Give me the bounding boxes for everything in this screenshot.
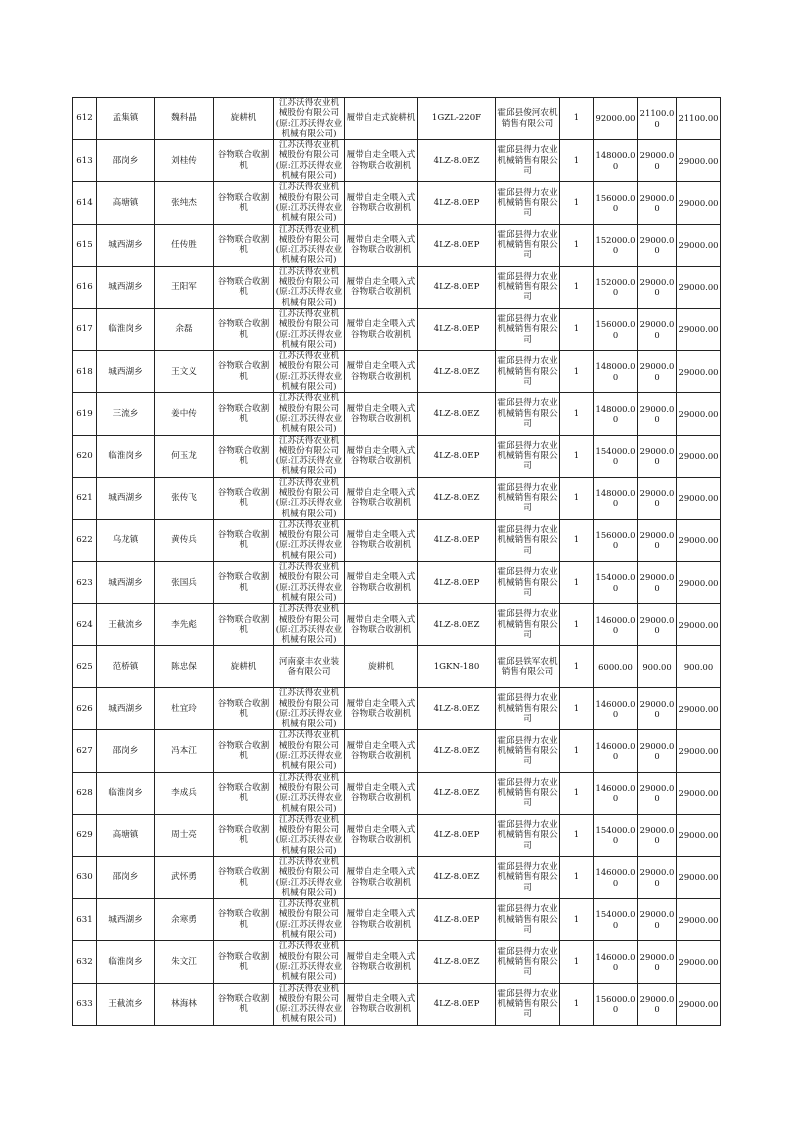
cell-manufacturer: 江苏沃得农业机械股份有限公司(原:江苏沃得农业机械有限公司) <box>274 730 345 772</box>
cell-unit-subsidy: 29000.00 <box>638 730 677 772</box>
cell-index: 615 <box>73 224 97 266</box>
cell-dealer: 霍邱县得力农业机械销售有限公司 <box>496 351 560 393</box>
cell-quantity: 1 <box>560 98 594 140</box>
cell-model: 4LZ-8.0EP <box>418 562 496 604</box>
cell-total-subsidy: 29000.00 <box>677 772 721 814</box>
cell-model: 4LZ-8.0EP <box>418 224 496 266</box>
cell-buyer-name: 何玉龙 <box>155 435 214 477</box>
cell-dealer: 霍邱县得力农业机械销售有限公司 <box>496 182 560 224</box>
table-row <box>73 856 721 898</box>
cell-dealer: 霍邱县得力农业机械销售有限公司 <box>496 604 560 646</box>
cell-quantity: 1 <box>560 140 594 182</box>
cell-sale-price: 146000.00 <box>594 941 638 983</box>
table-row <box>73 435 721 477</box>
cell-model: 4LZ-8.0EP <box>418 182 496 224</box>
cell-quantity: 1 <box>560 772 594 814</box>
cell-machine-category: 谷物联合收割机 <box>214 519 274 561</box>
cell-quantity: 1 <box>560 604 594 646</box>
cell-quantity: 1 <box>560 730 594 772</box>
cell-model: 4LZ-8.0EP <box>418 266 496 308</box>
cell-unit-subsidy: 29000.00 <box>638 266 677 308</box>
cell-buyer-name: 张传飞 <box>155 477 214 519</box>
table-row <box>73 140 721 182</box>
cell-manufacturer: 江苏沃得农业机械股份有限公司(原:江苏沃得农业机械有限公司) <box>274 941 345 983</box>
cell-unit-subsidy: 29000.00 <box>638 941 677 983</box>
table-row <box>73 308 721 350</box>
cell-buyer-name: 刘桂传 <box>155 140 214 182</box>
cell-dealer: 霍邱县俊河农机销售有限公司 <box>496 98 560 140</box>
cell-product-name: 履带自走式旋耕机 <box>345 98 418 140</box>
cell-dealer: 霍邱县得力农业机械销售有限公司 <box>496 856 560 898</box>
cell-machine-category: 谷物联合收割机 <box>214 308 274 350</box>
table-row <box>73 814 721 856</box>
cell-manufacturer: 江苏沃得农业机械股份有限公司(原:江苏沃得农业机械有限公司) <box>274 98 345 140</box>
cell-town: 临淮岗乡 <box>97 772 155 814</box>
cell-dealer: 霍邱县得力农业机械销售有限公司 <box>496 266 560 308</box>
cell-total-subsidy: 29000.00 <box>677 688 721 730</box>
cell-manufacturer: 江苏沃得农业机械股份有限公司(原:江苏沃得农业机械有限公司) <box>274 140 345 182</box>
cell-product-name: 履带自走全喂入式谷物联合收割机 <box>345 308 418 350</box>
cell-machine-category: 谷物联合收割机 <box>214 266 274 308</box>
cell-buyer-name: 李先彪 <box>155 604 214 646</box>
cell-buyer-name: 武怀勇 <box>155 856 214 898</box>
table-body <box>73 98 721 1026</box>
cell-quantity: 1 <box>560 688 594 730</box>
cell-index: 618 <box>73 351 97 393</box>
cell-manufacturer: 江苏沃得农业机械股份有限公司(原:江苏沃得农业机械有限公司) <box>274 983 345 1025</box>
cell-dealer: 霍邱县得力农业机械销售有限公司 <box>496 941 560 983</box>
cell-index: 631 <box>73 899 97 941</box>
cell-model: 4LZ-8.0EP <box>418 435 496 477</box>
cell-total-subsidy: 29000.00 <box>677 856 721 898</box>
cell-unit-subsidy: 29000.00 <box>638 308 677 350</box>
cell-product-name: 履带自走全喂入式谷物联合收割机 <box>345 899 418 941</box>
cell-machine-category: 谷物联合收割机 <box>214 983 274 1025</box>
cell-sale-price: 154000.00 <box>594 814 638 856</box>
cell-sale-price: 146000.00 <box>594 856 638 898</box>
cell-index: 627 <box>73 730 97 772</box>
cell-unit-subsidy: 29000.00 <box>638 814 677 856</box>
cell-total-subsidy: 29000.00 <box>677 182 721 224</box>
table-row <box>73 899 721 941</box>
cell-model: 4LZ-8.0EP <box>418 899 496 941</box>
cell-machine-category: 谷物联合收割机 <box>214 856 274 898</box>
cell-index: 625 <box>73 646 97 688</box>
cell-sale-price: 152000.00 <box>594 266 638 308</box>
cell-unit-subsidy: 29000.00 <box>638 393 677 435</box>
cell-buyer-name: 余磊 <box>155 308 214 350</box>
cell-buyer-name: 姜中传 <box>155 393 214 435</box>
cell-unit-subsidy: 29000.00 <box>638 140 677 182</box>
cell-town: 临淮岗乡 <box>97 941 155 983</box>
cell-total-subsidy: 29000.00 <box>677 477 721 519</box>
cell-town: 临淮岗乡 <box>97 308 155 350</box>
table-row <box>73 983 721 1025</box>
cell-sale-price: 156000.00 <box>594 983 638 1025</box>
cell-sale-price: 146000.00 <box>594 688 638 730</box>
cell-sale-price: 148000.00 <box>594 351 638 393</box>
cell-total-subsidy: 29000.00 <box>677 814 721 856</box>
cell-sale-price: 156000.00 <box>594 182 638 224</box>
cell-index: 617 <box>73 308 97 350</box>
cell-index: 632 <box>73 941 97 983</box>
cell-town: 城西湖乡 <box>97 477 155 519</box>
cell-manufacturer: 江苏沃得农业机械股份有限公司(原:江苏沃得农业机械有限公司) <box>274 435 345 477</box>
cell-dealer: 霍邱县得力农业机械销售有限公司 <box>496 730 560 772</box>
cell-quantity: 1 <box>560 519 594 561</box>
cell-product-name: 履带自走全喂入式谷物联合收割机 <box>345 688 418 730</box>
cell-sale-price: 148000.00 <box>594 140 638 182</box>
cell-manufacturer: 江苏沃得农业机械股份有限公司(原:江苏沃得农业机械有限公司) <box>274 604 345 646</box>
cell-machine-category: 谷物联合收割机 <box>214 772 274 814</box>
cell-model: 4LZ-8.0EZ <box>418 730 496 772</box>
cell-sale-price: 154000.00 <box>594 435 638 477</box>
cell-machine-category: 谷物联合收割机 <box>214 688 274 730</box>
cell-product-name: 履带自走全喂入式谷物联合收割机 <box>345 604 418 646</box>
cell-sale-price: 146000.00 <box>594 604 638 646</box>
cell-buyer-name: 李成兵 <box>155 772 214 814</box>
cell-total-subsidy: 29000.00 <box>677 224 721 266</box>
cell-manufacturer: 江苏沃得农业机械股份有限公司(原:江苏沃得农业机械有限公司) <box>274 772 345 814</box>
cell-dealer: 霍邱县得力农业机械销售有限公司 <box>496 814 560 856</box>
cell-sale-price: 6000.00 <box>594 646 638 688</box>
cell-quantity: 1 <box>560 941 594 983</box>
cell-manufacturer: 江苏沃得农业机械股份有限公司(原:江苏沃得农业机械有限公司) <box>274 814 345 856</box>
cell-buyer-name: 余寒勇 <box>155 899 214 941</box>
cell-sale-price: 146000.00 <box>594 772 638 814</box>
cell-index: 620 <box>73 435 97 477</box>
cell-dealer: 霍邱县得力农业机械销售有限公司 <box>496 224 560 266</box>
cell-dealer: 霍邱县得力农业机械销售有限公司 <box>496 477 560 519</box>
cell-manufacturer: 江苏沃得农业机械股份有限公司(原:江苏沃得农业机械有限公司) <box>274 393 345 435</box>
cell-product-name: 履带自走全喂入式谷物联合收割机 <box>345 140 418 182</box>
cell-machine-category: 谷物联合收割机 <box>214 814 274 856</box>
cell-buyer-name: 周士亮 <box>155 814 214 856</box>
cell-town: 三流乡 <box>97 393 155 435</box>
cell-buyer-name: 陈忠保 <box>155 646 214 688</box>
cell-manufacturer: 江苏沃得农业机械股份有限公司(原:江苏沃得农业机械有限公司) <box>274 266 345 308</box>
cell-model: 4LZ-8.0EZ <box>418 772 496 814</box>
cell-index: 616 <box>73 266 97 308</box>
cell-sale-price: 146000.00 <box>594 730 638 772</box>
cell-machine-category: 谷物联合收割机 <box>214 477 274 519</box>
cell-index: 630 <box>73 856 97 898</box>
cell-town: 城西湖乡 <box>97 351 155 393</box>
cell-town: 邵岗乡 <box>97 140 155 182</box>
table-row <box>73 519 721 561</box>
cell-total-subsidy: 21100.00 <box>677 98 721 140</box>
cell-quantity: 1 <box>560 266 594 308</box>
cell-unit-subsidy: 29000.00 <box>638 899 677 941</box>
cell-buyer-name: 魏科晶 <box>155 98 214 140</box>
cell-unit-subsidy: 29000.00 <box>638 856 677 898</box>
table-row <box>73 772 721 814</box>
cell-buyer-name: 王文义 <box>155 351 214 393</box>
cell-town: 邵岗乡 <box>97 856 155 898</box>
cell-machine-category: 谷物联合收割机 <box>214 604 274 646</box>
cell-sale-price: 92000.00 <box>594 98 638 140</box>
cell-unit-subsidy: 29000.00 <box>638 688 677 730</box>
cell-product-name: 履带自走全喂入式谷物联合收割机 <box>345 941 418 983</box>
cell-model: 4LZ-8.0EZ <box>418 393 496 435</box>
table-row <box>73 562 721 604</box>
cell-product-name: 履带自走全喂入式谷物联合收割机 <box>345 351 418 393</box>
cell-quantity: 1 <box>560 562 594 604</box>
cell-dealer: 霍邱县得力农业机械销售有限公司 <box>496 983 560 1025</box>
cell-sale-price: 154000.00 <box>594 899 638 941</box>
cell-buyer-name: 朱文江 <box>155 941 214 983</box>
cell-dealer: 霍邱县铁军农机销售有限公司 <box>496 646 560 688</box>
cell-model: 4LZ-8.0EP <box>418 983 496 1025</box>
cell-total-subsidy: 29000.00 <box>677 730 721 772</box>
cell-buyer-name: 黄传兵 <box>155 519 214 561</box>
cell-total-subsidy: 29000.00 <box>677 983 721 1025</box>
cell-manufacturer: 江苏沃得农业机械股份有限公司(原:江苏沃得农业机械有限公司) <box>274 562 345 604</box>
cell-unit-subsidy: 29000.00 <box>638 562 677 604</box>
cell-model: 4LZ-8.0EZ <box>418 140 496 182</box>
cell-machine-category: 谷物联合收割机 <box>214 224 274 266</box>
cell-manufacturer: 江苏沃得农业机械股份有限公司(原:江苏沃得农业机械有限公司) <box>274 351 345 393</box>
cell-total-subsidy: 29000.00 <box>677 266 721 308</box>
cell-buyer-name: 任传胜 <box>155 224 214 266</box>
cell-town: 乌龙镇 <box>97 519 155 561</box>
table-row <box>73 266 721 308</box>
cell-total-subsidy: 900.00 <box>677 646 721 688</box>
cell-quantity: 1 <box>560 224 594 266</box>
table-row <box>73 646 721 688</box>
cell-product-name: 履带自走全喂入式谷物联合收割机 <box>345 477 418 519</box>
table-row <box>73 730 721 772</box>
cell-index: 626 <box>73 688 97 730</box>
cell-sale-price: 156000.00 <box>594 308 638 350</box>
cell-machine-category: 谷物联合收割机 <box>214 899 274 941</box>
cell-town: 城西湖乡 <box>97 899 155 941</box>
cell-product-name: 旋耕机 <box>345 646 418 688</box>
table-row <box>73 182 721 224</box>
cell-manufacturer: 江苏沃得农业机械股份有限公司(原:江苏沃得农业机械有限公司) <box>274 308 345 350</box>
cell-unit-subsidy: 29000.00 <box>638 182 677 224</box>
cell-sale-price: 152000.00 <box>594 224 638 266</box>
cell-total-subsidy: 29000.00 <box>677 519 721 561</box>
cell-dealer: 霍邱县得力农业机械销售有限公司 <box>496 393 560 435</box>
cell-town: 孟集镇 <box>97 98 155 140</box>
cell-unit-subsidy: 29000.00 <box>638 224 677 266</box>
cell-total-subsidy: 29000.00 <box>677 393 721 435</box>
cell-dealer: 霍邱县得力农业机械销售有限公司 <box>496 140 560 182</box>
cell-quantity: 1 <box>560 182 594 224</box>
cell-model: 4LZ-8.0EP <box>418 519 496 561</box>
cell-quantity: 1 <box>560 899 594 941</box>
cell-unit-subsidy: 21100.00 <box>638 98 677 140</box>
cell-product-name: 履带自走全喂入式谷物联合收割机 <box>345 772 418 814</box>
cell-index: 614 <box>73 182 97 224</box>
cell-sale-price: 156000.00 <box>594 519 638 561</box>
cell-index: 624 <box>73 604 97 646</box>
cell-machine-category: 谷物联合收割机 <box>214 435 274 477</box>
cell-unit-subsidy: 29000.00 <box>638 477 677 519</box>
cell-model: 4LZ-8.0EZ <box>418 604 496 646</box>
table-row <box>73 688 721 730</box>
cell-buyer-name: 冯本江 <box>155 730 214 772</box>
cell-model: 4LZ-8.0EP <box>418 308 496 350</box>
cell-dealer: 霍邱县得力农业机械销售有限公司 <box>496 772 560 814</box>
cell-model: 4LZ-8.0EZ <box>418 856 496 898</box>
table-row <box>73 351 721 393</box>
subsidy-table <box>72 97 721 1026</box>
cell-dealer: 霍邱县得力农业机械销售有限公司 <box>496 519 560 561</box>
cell-product-name: 履带自走全喂入式谷物联合收割机 <box>345 182 418 224</box>
cell-town: 王截流乡 <box>97 983 155 1025</box>
cell-total-subsidy: 29000.00 <box>677 435 721 477</box>
cell-manufacturer: 江苏沃得农业机械股份有限公司(原:江苏沃得农业机械有限公司) <box>274 899 345 941</box>
cell-town: 城西湖乡 <box>97 562 155 604</box>
cell-machine-category: 谷物联合收割机 <box>214 941 274 983</box>
cell-manufacturer: 江苏沃得农业机械股份有限公司(原:江苏沃得农业机械有限公司) <box>274 224 345 266</box>
cell-model: 1GZL-220F <box>418 98 496 140</box>
cell-total-subsidy: 29000.00 <box>677 899 721 941</box>
cell-index: 628 <box>73 772 97 814</box>
cell-buyer-name: 张国兵 <box>155 562 214 604</box>
cell-sale-price: 148000.00 <box>594 477 638 519</box>
cell-quantity: 1 <box>560 856 594 898</box>
cell-index: 629 <box>73 814 97 856</box>
cell-machine-category: 谷物联合收割机 <box>214 182 274 224</box>
cell-total-subsidy: 29000.00 <box>677 308 721 350</box>
cell-index: 621 <box>73 477 97 519</box>
cell-machine-category: 谷物联合收割机 <box>214 140 274 182</box>
cell-product-name: 履带自走全喂入式谷物联合收割机 <box>345 266 418 308</box>
cell-quantity: 1 <box>560 435 594 477</box>
cell-model: 4LZ-8.0EZ <box>418 688 496 730</box>
cell-dealer: 霍邱县得力农业机械销售有限公司 <box>496 562 560 604</box>
cell-machine-category: 谷物联合收割机 <box>214 730 274 772</box>
cell-buyer-name: 杜宜玲 <box>155 688 214 730</box>
cell-quantity: 1 <box>560 351 594 393</box>
cell-product-name: 履带自走全喂入式谷物联合收割机 <box>345 983 418 1025</box>
cell-town: 王截流乡 <box>97 604 155 646</box>
cell-total-subsidy: 29000.00 <box>677 604 721 646</box>
cell-quantity: 1 <box>560 646 594 688</box>
cell-manufacturer: 河南豪丰农业装备有限公司 <box>274 646 345 688</box>
cell-model: 4LZ-8.0EZ <box>418 477 496 519</box>
cell-product-name: 履带自走全喂入式谷物联合收割机 <box>345 562 418 604</box>
cell-index: 622 <box>73 519 97 561</box>
cell-town: 城西湖乡 <box>97 688 155 730</box>
cell-machine-category: 谷物联合收割机 <box>214 351 274 393</box>
cell-sale-price: 154000.00 <box>594 562 638 604</box>
cell-town: 城西湖乡 <box>97 224 155 266</box>
cell-machine-category: 谷物联合收割机 <box>214 393 274 435</box>
cell-total-subsidy: 29000.00 <box>677 351 721 393</box>
cell-town: 城西湖乡 <box>97 266 155 308</box>
table-row <box>73 393 721 435</box>
cell-buyer-name: 王阳军 <box>155 266 214 308</box>
cell-product-name: 履带自走全喂入式谷物联合收割机 <box>345 730 418 772</box>
cell-town: 高塘镇 <box>97 814 155 856</box>
table-row <box>73 224 721 266</box>
cell-quantity: 1 <box>560 983 594 1025</box>
cell-quantity: 1 <box>560 814 594 856</box>
cell-dealer: 霍邱县得力农业机械销售有限公司 <box>496 435 560 477</box>
cell-town: 高塘镇 <box>97 182 155 224</box>
cell-town: 临淮岗乡 <box>97 435 155 477</box>
cell-index: 623 <box>73 562 97 604</box>
cell-manufacturer: 江苏沃得农业机械股份有限公司(原:江苏沃得农业机械有限公司) <box>274 477 345 519</box>
cell-total-subsidy: 29000.00 <box>677 941 721 983</box>
cell-manufacturer: 江苏沃得农业机械股份有限公司(原:江苏沃得农业机械有限公司) <box>274 688 345 730</box>
cell-product-name: 履带自走全喂入式谷物联合收割机 <box>345 856 418 898</box>
cell-sale-price: 148000.00 <box>594 393 638 435</box>
cell-dealer: 霍邱县得力农业机械销售有限公司 <box>496 899 560 941</box>
cell-quantity: 1 <box>560 308 594 350</box>
cell-machine-category: 旋耕机 <box>214 646 274 688</box>
table-row <box>73 604 721 646</box>
cell-unit-subsidy: 29000.00 <box>638 983 677 1025</box>
cell-unit-subsidy: 29000.00 <box>638 604 677 646</box>
table-row <box>73 98 721 140</box>
cell-quantity: 1 <box>560 477 594 519</box>
cell-quantity: 1 <box>560 393 594 435</box>
cell-machine-category: 旋耕机 <box>214 98 274 140</box>
cell-product-name: 履带自走全喂入式谷物联合收割机 <box>345 435 418 477</box>
cell-unit-subsidy: 29000.00 <box>638 519 677 561</box>
cell-manufacturer: 江苏沃得农业机械股份有限公司(原:江苏沃得农业机械有限公司) <box>274 182 345 224</box>
subsidy-table-sheet <box>72 97 720 1026</box>
cell-index: 612 <box>73 98 97 140</box>
cell-product-name: 履带自走全喂入式谷物联合收割机 <box>345 393 418 435</box>
table-row <box>73 941 721 983</box>
cell-unit-subsidy: 29000.00 <box>638 435 677 477</box>
cell-total-subsidy: 29000.00 <box>677 562 721 604</box>
table-row <box>73 477 721 519</box>
cell-town: 邵岗乡 <box>97 730 155 772</box>
cell-index: 619 <box>73 393 97 435</box>
cell-town: 范桥镇 <box>97 646 155 688</box>
cell-total-subsidy: 29000.00 <box>677 140 721 182</box>
cell-product-name: 履带自走全喂入式谷物联合收割机 <box>345 519 418 561</box>
cell-manufacturer: 江苏沃得农业机械股份有限公司(原:江苏沃得农业机械有限公司) <box>274 519 345 561</box>
cell-model: 4LZ-8.0EZ <box>418 351 496 393</box>
cell-machine-category: 谷物联合收割机 <box>214 562 274 604</box>
cell-index: 613 <box>73 140 97 182</box>
cell-product-name: 履带自走全喂入式谷物联合收割机 <box>345 814 418 856</box>
cell-buyer-name: 张纯杰 <box>155 182 214 224</box>
cell-unit-subsidy: 29000.00 <box>638 772 677 814</box>
cell-dealer: 霍邱县得力农业机械销售有限公司 <box>496 688 560 730</box>
cell-model: 4LZ-8.0EP <box>418 814 496 856</box>
cell-product-name: 履带自走全喂入式谷物联合收割机 <box>345 224 418 266</box>
cell-buyer-name: 林海林 <box>155 983 214 1025</box>
cell-model: 4LZ-8.0EZ <box>418 941 496 983</box>
cell-dealer: 霍邱县得力农业机械销售有限公司 <box>496 308 560 350</box>
cell-manufacturer: 江苏沃得农业机械股份有限公司(原:江苏沃得农业机械有限公司) <box>274 856 345 898</box>
cell-model: 1GKN-180 <box>418 646 496 688</box>
cell-unit-subsidy: 900.00 <box>638 646 677 688</box>
cell-index: 633 <box>73 983 97 1025</box>
cell-unit-subsidy: 29000.00 <box>638 351 677 393</box>
